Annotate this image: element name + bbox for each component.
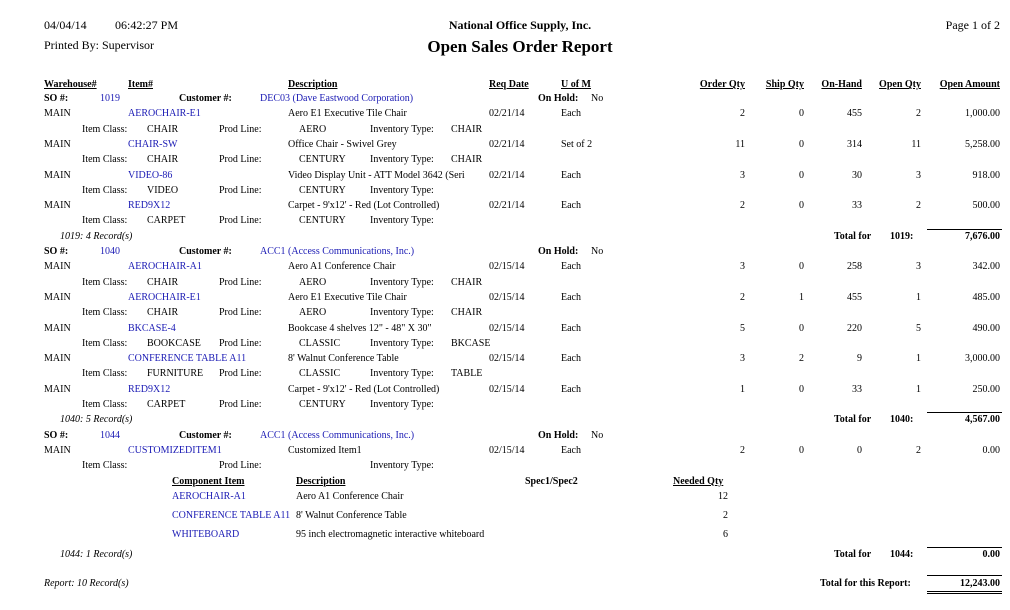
line-item-link[interactable]: CONFERENCE TABLE A11 bbox=[128, 353, 247, 365]
report-total-double-line-2 bbox=[927, 593, 1002, 594]
so-number[interactable]: 1044 bbox=[100, 429, 120, 441]
item-class-label: Item Class: bbox=[82, 184, 128, 196]
line-item-link[interactable]: AEROCHAIR-E1 bbox=[128, 291, 201, 303]
report-time: 06:42:27 PM bbox=[115, 18, 179, 32]
line-open-qty: 2 bbox=[916, 200, 921, 212]
report-record-count: Report: 10 Record(s) bbox=[44, 578, 129, 590]
inventory-type-label: Inventory Type: bbox=[370, 215, 434, 227]
on-hold-value: No bbox=[591, 93, 604, 104]
line-req-date: 02/21/14 bbox=[489, 138, 525, 150]
line-ship-qty: 0 bbox=[799, 322, 804, 334]
line-uom: Each bbox=[561, 261, 581, 273]
order-total-amount: 7,676.00 bbox=[965, 230, 1000, 242]
line-on-hand: 33 bbox=[852, 383, 862, 395]
item-class-value: CHAIR bbox=[147, 307, 179, 319]
inventory-type-label: Inventory Type: bbox=[370, 184, 434, 196]
line-ship-qty: 0 bbox=[799, 108, 804, 120]
line-warehouse: MAIN bbox=[44, 108, 71, 120]
inventory-type-label: Inventory Type: bbox=[370, 460, 434, 472]
col-open-qty: Open Qty bbox=[879, 79, 921, 90]
line-open-amount: 1,000.00 bbox=[965, 108, 1000, 120]
order-record-count: 1019: 4 Record(s) bbox=[60, 230, 133, 242]
line-uom: Each bbox=[561, 200, 581, 212]
line-item-link[interactable]: VIDEO-86 bbox=[128, 169, 173, 181]
customer-label: Customer #: bbox=[179, 93, 232, 104]
line-open-qty: 1 bbox=[916, 291, 921, 303]
item-class-label: Item Class: bbox=[82, 307, 128, 319]
line-description: Aero A1 Conference Chair bbox=[288, 261, 396, 273]
line-warehouse: MAIN bbox=[44, 383, 71, 395]
line-req-date: 02/15/14 bbox=[489, 322, 525, 334]
line-req-date: 02/15/14 bbox=[489, 353, 525, 365]
line-item-link[interactable]: RED9X12 bbox=[128, 200, 171, 212]
component-description: 95 inch electromagnetic interactive whiteboard bbox=[296, 528, 485, 540]
line-item-link[interactable]: AEROCHAIR-E1 bbox=[128, 108, 201, 120]
inventory-type-label: Inventory Type: bbox=[370, 399, 434, 410]
inventory-type-label: Inventory Type: bbox=[370, 307, 434, 319]
prod-line-label: Prod Line: bbox=[219, 368, 262, 380]
col-description: Description bbox=[288, 79, 338, 90]
line-item-link[interactable]: AEROCHAIR-A1 bbox=[128, 261, 202, 273]
on-hold-label: On Hold: bbox=[538, 246, 579, 257]
line-warehouse: MAIN bbox=[44, 138, 71, 150]
line-on-hand: 30 bbox=[852, 169, 862, 181]
line-open-qty: 11 bbox=[911, 138, 921, 150]
line-order-qty: 2 bbox=[740, 444, 745, 456]
col-req-date: Req Date bbox=[489, 79, 529, 90]
component-needed-qty: 6 bbox=[723, 528, 728, 540]
prod-line-label: Prod Line: bbox=[219, 154, 262, 166]
order-total-line bbox=[927, 547, 1002, 548]
line-description: Video Display Unit - ATT Model 3642 (Seri bbox=[288, 169, 465, 181]
line-item-link[interactable]: CUSTOMIZEDITEM1 bbox=[128, 444, 222, 456]
prod-line-value: AERO bbox=[299, 123, 327, 135]
line-order-qty: 3 bbox=[740, 169, 745, 181]
col-on-hand: On-Hand bbox=[821, 79, 862, 90]
inventory-type-label: Inventory Type: bbox=[370, 337, 434, 349]
inventory-type-value: CHAIR bbox=[451, 276, 483, 288]
so-label: SO #: bbox=[44, 93, 69, 104]
col-warehouse: Warehouse# bbox=[44, 79, 97, 90]
line-uom: Each bbox=[561, 169, 581, 181]
customer-link[interactable]: ACC1 (Access Communications, Inc.) bbox=[260, 429, 415, 441]
order-total-amount: 0.00 bbox=[982, 548, 1000, 560]
col-uom: U of M bbox=[561, 79, 591, 90]
inventory-type-label: Inventory Type: bbox=[370, 154, 434, 166]
so-label: SO #: bbox=[44, 429, 69, 441]
line-uom: Set of 2 bbox=[561, 138, 593, 150]
line-open-amount: 490.00 bbox=[972, 322, 1000, 334]
customer-label: Customer #: bbox=[179, 246, 232, 257]
line-warehouse: MAIN bbox=[44, 291, 71, 303]
component-needed-header: Needed Qty bbox=[673, 475, 724, 487]
line-uom: Each bbox=[561, 444, 581, 456]
prod-line-value: CENTURY bbox=[299, 184, 346, 196]
component-description: Aero A1 Conference Chair bbox=[296, 490, 404, 502]
line-ship-qty: 0 bbox=[799, 444, 804, 456]
line-open-qty: 1 bbox=[916, 383, 921, 395]
item-class-label: Item Class: bbox=[82, 154, 128, 166]
report-total-double-line-1 bbox=[927, 591, 1002, 592]
prod-line-label: Prod Line: bbox=[219, 123, 262, 135]
line-open-qty: 1 bbox=[916, 353, 921, 365]
line-description: Aero E1 Executive Tile Chair bbox=[288, 108, 407, 120]
item-class-value: CHAIR bbox=[147, 123, 179, 135]
line-on-hand: 220 bbox=[847, 322, 862, 334]
printed-by: Printed By: Supervisor bbox=[44, 38, 154, 52]
line-item-link[interactable]: BKCASE-4 bbox=[128, 322, 176, 334]
order-record-count: 1044: 1 Record(s) bbox=[60, 548, 133, 560]
line-uom: Each bbox=[561, 353, 581, 365]
col-order-qty: Order Qty bbox=[699, 79, 745, 90]
line-ship-qty: 0 bbox=[799, 138, 804, 150]
line-ship-qty: 0 bbox=[799, 200, 804, 212]
total-for-label: Total for bbox=[834, 548, 872, 560]
line-req-date: 02/15/14 bbox=[489, 261, 525, 273]
inventory-type-value: CHAIR bbox=[451, 307, 483, 319]
line-order-qty: 2 bbox=[740, 200, 745, 212]
line-open-qty: 5 bbox=[916, 322, 921, 334]
item-class-value: CHAIR bbox=[147, 154, 179, 166]
inventory-type-label: Inventory Type: bbox=[370, 276, 434, 288]
line-open-amount: 250.00 bbox=[972, 383, 1000, 395]
total-so-number: 1040: bbox=[890, 414, 914, 426]
line-warehouse: MAIN bbox=[44, 322, 71, 334]
line-uom: Each bbox=[561, 108, 581, 120]
line-order-qty: 3 bbox=[740, 353, 745, 365]
line-on-hand: 9 bbox=[857, 353, 862, 365]
col-ship-qty: Ship Qty bbox=[765, 79, 804, 90]
line-on-hand: 455 bbox=[847, 108, 862, 120]
line-ship-qty: 0 bbox=[799, 261, 804, 273]
report-total-label: Total for this Report: bbox=[820, 578, 911, 590]
line-warehouse: MAIN bbox=[44, 200, 71, 212]
report-total-line bbox=[927, 575, 1002, 576]
prod-line-value: CENTURY bbox=[299, 215, 346, 227]
line-open-qty: 2 bbox=[916, 444, 921, 456]
component-item-link[interactable]: WHITEBOARD bbox=[172, 528, 240, 540]
line-order-qty: 5 bbox=[740, 322, 745, 334]
line-open-amount: 3,000.00 bbox=[965, 353, 1000, 365]
line-order-qty: 11 bbox=[735, 138, 745, 150]
on-hold-value: No bbox=[591, 429, 604, 441]
line-order-qty: 2 bbox=[740, 291, 745, 303]
item-class-label: Item Class: bbox=[82, 399, 128, 410]
line-order-qty: 2 bbox=[740, 108, 745, 120]
line-req-date: 02/15/14 bbox=[489, 291, 525, 303]
customer-link[interactable]: DEC03 (Dave Eastwood Corporation) bbox=[260, 93, 414, 104]
line-open-amount: 5,258.00 bbox=[965, 138, 1000, 150]
item-class-label: Item Class: bbox=[82, 337, 128, 349]
component-item-header: Component Item bbox=[172, 475, 245, 487]
order-total-line bbox=[927, 229, 1002, 230]
company-name: National Office Supply, Inc. bbox=[448, 18, 592, 32]
on-hold-label: On Hold: bbox=[538, 429, 579, 441]
total-for-label: Total for bbox=[834, 414, 872, 426]
inventory-type-label: Inventory Type: bbox=[370, 368, 434, 380]
line-req-date: 02/15/14 bbox=[489, 383, 525, 395]
line-ship-qty: 1 bbox=[799, 291, 804, 303]
prod-line-value: CLASSIC bbox=[299, 368, 341, 380]
total-for-label: Total for bbox=[834, 230, 872, 242]
inventory-type-value: BKCASE bbox=[451, 337, 491, 349]
prod-line-value: AERO bbox=[299, 276, 327, 288]
line-req-date: 02/21/14 bbox=[489, 200, 525, 212]
customer-label: Customer #: bbox=[179, 429, 232, 441]
line-description: Carpet - 9'x12' - Red (Lot Controlled) bbox=[288, 383, 440, 395]
inventory-type-value: TABLE bbox=[451, 368, 483, 380]
col-item: Item# bbox=[128, 79, 153, 90]
line-open-qty: 3 bbox=[916, 169, 921, 181]
item-class-value: BOOKCASE bbox=[147, 337, 201, 349]
line-warehouse: MAIN bbox=[44, 169, 71, 181]
line-open-amount: 500.00 bbox=[972, 200, 1000, 212]
inventory-type-label: Inventory Type: bbox=[370, 123, 434, 135]
line-item-link[interactable]: RED9X12 bbox=[128, 383, 171, 395]
line-req-date: 02/21/14 bbox=[489, 169, 525, 181]
component-item-link[interactable]: CONFERENCE TABLE A11 bbox=[172, 509, 291, 521]
line-req-date: 02/21/14 bbox=[489, 108, 525, 120]
so-label: SO #: bbox=[44, 246, 69, 257]
line-uom: Each bbox=[561, 322, 581, 334]
inventory-type-value: CHAIR bbox=[451, 123, 483, 135]
line-req-date: 02/15/14 bbox=[489, 444, 525, 456]
report-total-amount: 12,243.00 bbox=[960, 578, 1000, 590]
prod-line-value: CENTURY bbox=[299, 399, 346, 410]
line-description: Aero E1 Executive Tile Chair bbox=[288, 291, 407, 303]
line-on-hand: 455 bbox=[847, 291, 862, 303]
on-hold-value: No bbox=[591, 246, 604, 257]
order-total-line bbox=[927, 412, 1002, 413]
item-class-label: Item Class: bbox=[82, 123, 128, 135]
col-open-amount: Open Amount bbox=[939, 79, 1000, 90]
line-warehouse: MAIN bbox=[44, 444, 71, 456]
item-class-value: FURNITURE bbox=[147, 368, 204, 380]
line-ship-qty: 0 bbox=[799, 383, 804, 395]
line-warehouse: MAIN bbox=[44, 261, 71, 273]
component-description-header: Description bbox=[296, 475, 346, 487]
prod-line-label: Prod Line: bbox=[219, 184, 262, 196]
line-description: 8' Walnut Conference Table bbox=[288, 353, 399, 365]
line-description: Office Chair - Swivel Grey bbox=[288, 138, 397, 150]
prod-line-label: Prod Line: bbox=[219, 399, 262, 410]
line-open-qty: 3 bbox=[916, 261, 921, 273]
line-on-hand: 33 bbox=[852, 200, 862, 212]
total-so-number: 1044: bbox=[890, 548, 914, 560]
line-warehouse: MAIN bbox=[44, 353, 71, 365]
total-so-number: 1019: bbox=[890, 230, 914, 242]
component-item-link[interactable]: AEROCHAIR-A1 bbox=[172, 490, 246, 502]
component-needed-qty: 2 bbox=[723, 509, 728, 521]
component-needed-qty: 12 bbox=[718, 490, 728, 502]
so-number[interactable]: 1019 bbox=[100, 93, 120, 104]
component-description: 8' Walnut Conference Table bbox=[296, 509, 407, 521]
line-order-qty: 1 bbox=[740, 383, 745, 395]
item-class-value: CARPET bbox=[147, 215, 186, 227]
line-open-qty: 2 bbox=[916, 108, 921, 120]
prod-line-label: Prod Line: bbox=[219, 460, 262, 472]
line-ship-qty: 2 bbox=[799, 353, 804, 365]
order-record-count: 1040: 5 Record(s) bbox=[60, 414, 133, 426]
prod-line-label: Prod Line: bbox=[219, 276, 262, 288]
prod-line-value: AERO bbox=[299, 307, 327, 319]
prod-line-label: Prod Line: bbox=[219, 307, 262, 319]
line-description: Carpet - 9'x12' - Red (Lot Controlled) bbox=[288, 200, 440, 212]
line-open-amount: 342.00 bbox=[972, 261, 1000, 273]
on-hold-label: On Hold: bbox=[538, 93, 579, 104]
line-description: Bookcase 4 shelves 12" - 48" X 30" bbox=[288, 322, 432, 334]
prod-line-value: CENTURY bbox=[299, 154, 346, 166]
item-class-label: Item Class: bbox=[82, 215, 128, 227]
so-number[interactable]: 1040 bbox=[100, 246, 120, 257]
order-total-amount: 4,567.00 bbox=[965, 414, 1000, 426]
prod-line-label: Prod Line: bbox=[219, 337, 262, 349]
inventory-type-value: CHAIR bbox=[451, 154, 483, 166]
line-on-hand: 0 bbox=[857, 444, 862, 456]
item-class-label: Item Class: bbox=[82, 368, 128, 380]
line-on-hand: 258 bbox=[847, 261, 862, 273]
line-on-hand: 314 bbox=[847, 138, 862, 150]
item-class-label: Item Class: bbox=[82, 460, 128, 472]
item-class-value: VIDEO bbox=[147, 184, 179, 196]
line-item-link[interactable]: CHAIR-SW bbox=[128, 138, 178, 150]
item-class-label: Item Class: bbox=[82, 276, 128, 288]
line-uom: Each bbox=[561, 291, 581, 303]
line-open-amount: 918.00 bbox=[972, 169, 1000, 181]
report-date: 04/04/14 bbox=[44, 18, 87, 32]
prod-line-label: Prod Line: bbox=[219, 215, 262, 227]
report-title: Open Sales Order Report bbox=[427, 37, 613, 56]
page-info: Page 1 of 2 bbox=[945, 18, 1000, 32]
line-order-qty: 3 bbox=[740, 261, 745, 273]
line-description: Customized Item1 bbox=[288, 444, 362, 456]
item-class-value: CHAIR bbox=[147, 276, 179, 288]
customer-link[interactable]: ACC1 (Access Communications, Inc.) bbox=[260, 246, 415, 257]
line-open-amount: 0.00 bbox=[982, 444, 1000, 456]
component-spec-header: Spec1/Spec2 bbox=[525, 475, 578, 487]
line-uom: Each bbox=[561, 383, 581, 395]
line-ship-qty: 0 bbox=[799, 169, 804, 181]
line-open-amount: 485.00 bbox=[972, 291, 1000, 303]
item-class-value: CARPET bbox=[147, 399, 186, 410]
prod-line-value: CLASSIC bbox=[299, 337, 341, 349]
